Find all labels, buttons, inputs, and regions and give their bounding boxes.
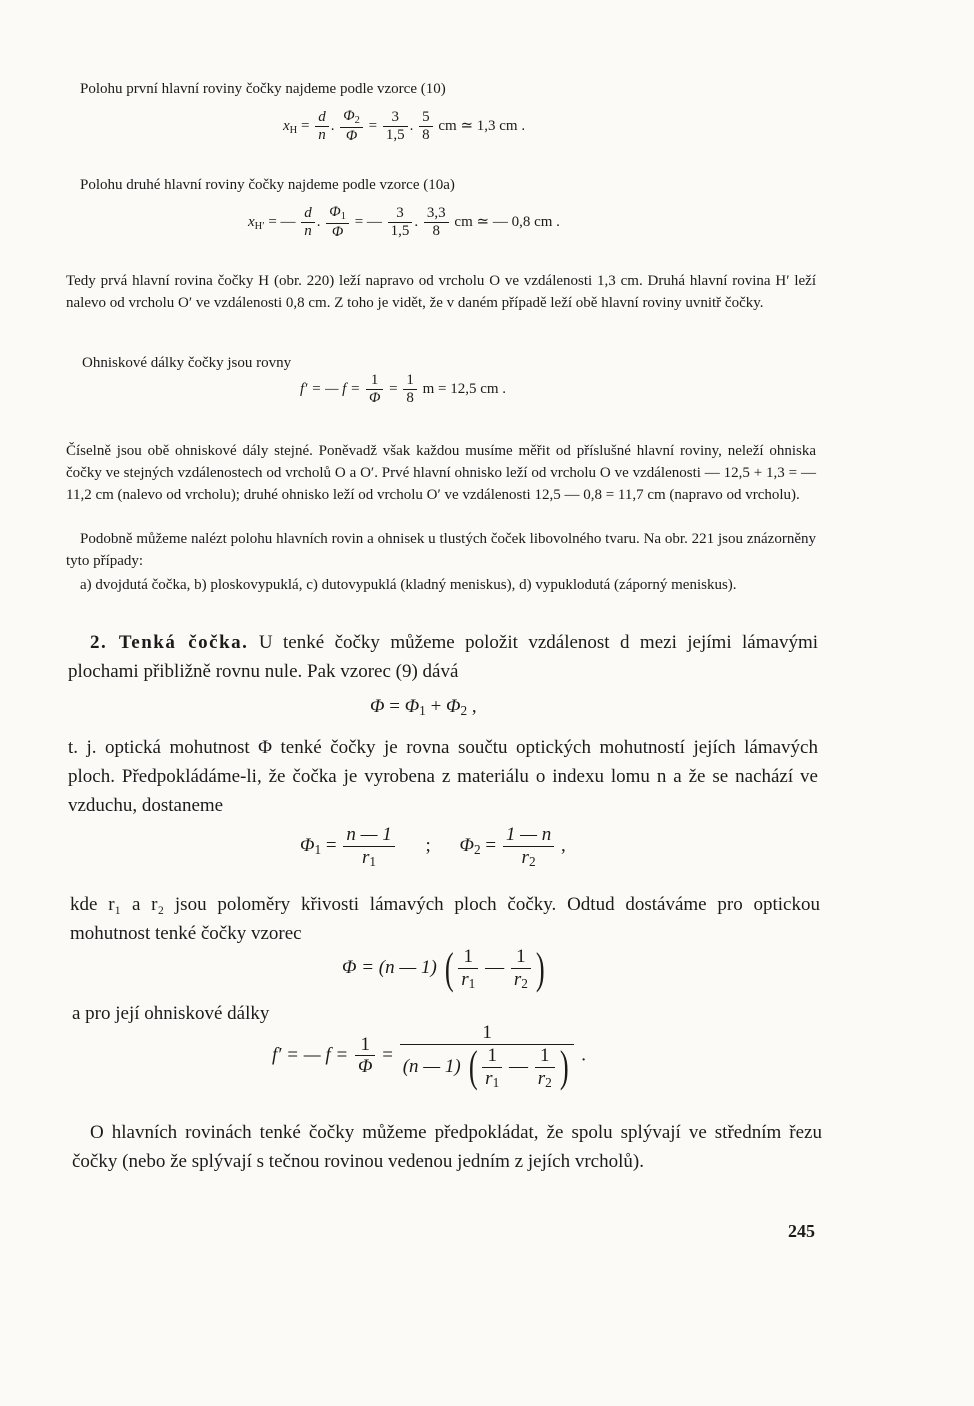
paragraph-radii: kde r₁ a r₂ jsou poloměry křivosti lámavých ploch čočky. Odtud dostáváme pro optickou mohutnost tenké čočky vzorec (70, 894, 820, 944)
section-thin-lens (68, 628, 818, 686)
paragraph-first-plane: Polohu první hlavní roviny čočky najdeme podle vzorce (10) (80, 81, 446, 97)
paragraph-focal-intro: Ohniskové dálky čočky jsou rovny (82, 355, 292, 371)
section-heading: 2. Tenká čočka. (90, 632, 249, 653)
paragraph-optical-power: t. j. optická mohutnost Φ tenké čočky je rovna součtu optických mohutností jejích lámavých ploch. Předpokládáme-li, že čočka je vyrobena z materiálu o indexu lomu n a že se nachází ve vzduchu, dostaneme (68, 737, 818, 816)
equation-surface-powers: $\Phi_1$ = $\frac{n — 1}{r_1}$ ; $\Phi_2$ = $\frac{1 — n}{r_2}$ , (300, 824, 566, 869)
paragraph-focal-thin: a pro její ohniskové dálky (72, 1003, 270, 1024)
paragraph-thick-lenses: Podobně můžeme nalézt polohu hlavních rovin a ohnisek u tlustých čoček libovolného tvaru. Na obr. 221 jsou znázorněny tyto případy: (66, 531, 816, 569)
equation-xh-prime: $x_{H'}$ = — $\frac{d}{n}$ . $\frac{\Phi_1}{\Phi}$ = — $\frac{3}{1,5}$ . $\frac{3,3}{8}$ cm ≃ — 0,8 cm . (248, 204, 560, 241)
paragraph-lens-cases: a) dvojdutá čočka, b) ploskovypuklá, c) dutovypuklá (kladný meniskus), d) vypuklodutá (záporný meniskus). (80, 577, 737, 593)
equation-sum-powers: $\Phi = \Phi_1 + \Phi_2$ , (370, 696, 477, 718)
equation-focal-lengths: f′ = — f = $\frac{1}{\Phi}$ = $\frac{1}{8}$ m = 12,5 cm . (300, 372, 507, 407)
equation-thin-lens-focal: f′ = — f = $\frac{1}{\Phi}$ = 1 (n — 1) ( $\frac{1}{r_1}$ — $\frac{1}{r_2}$ ) . (272, 1022, 586, 1092)
paragraph-planes-location: Tedy prvá hlavní rovina čočky H (obr. 220) leží napravo od vrcholu O ve vzdálenosti 1,3 cm. Druhá hlavní rovina H′ leží nalevo od vrcholu O′ ve vzdálenosti 0,8 cm. Z toho je vidět, že v daném případě leží obě hlavní roviny uvnitř čočky. (66, 273, 816, 311)
equation-thin-lens-power: Φ = (n — 1) ( $\frac{1}{r_1}$ — $\frac{1}{r_2}$ ) (342, 943, 545, 993)
section-text: U tenké čočky můžeme položit vzdálenost d mezi jejími lámavými plochami přibližně rovnu nule. Pak vzorec (9) dává (68, 632, 818, 682)
paragraph-second-plane: Polohu druhé hlavní roviny čočky najdeme podle vzorce (10a) (80, 177, 455, 193)
paragraph-principal-planes: O hlavních rovinách tenké čočky můžeme předpokládat, že spolu splývají ve středním řezu čočky (nebo že splývají s tečnou rovinou vedenou jedním z jejích vrcholů). (72, 1122, 822, 1172)
equation-xh: $x_H$ = $\frac{d}{n}$ . $\frac{\Phi_2}{\Phi}$ = $\frac{3}{1,5}$ . $\frac{5}{8}$ cm ≃ 1,3 cm . (283, 108, 526, 145)
paragraph-numeric-focal: Číselně jsou obě ohniskové dály stejné. Poněvadž však každou musíme měřit od příslušné hlavní roviny, neleží ohniska čočky ve stejných vzdálenostech od vrcholů O a O′. Prvé hlavní ohnisko leží od vrcholu O ve vzdálenosti — 12,5 + 1,3 = — 11,2 cm (nalevo od vrcholu); druhé ohnisko leží od vrcholu O′ ve vzdálenosti 12,5 — 0,8 = 11,7 cm (napravo od vrcholu). (66, 443, 816, 503)
page-number: 245 (788, 1221, 815, 1241)
